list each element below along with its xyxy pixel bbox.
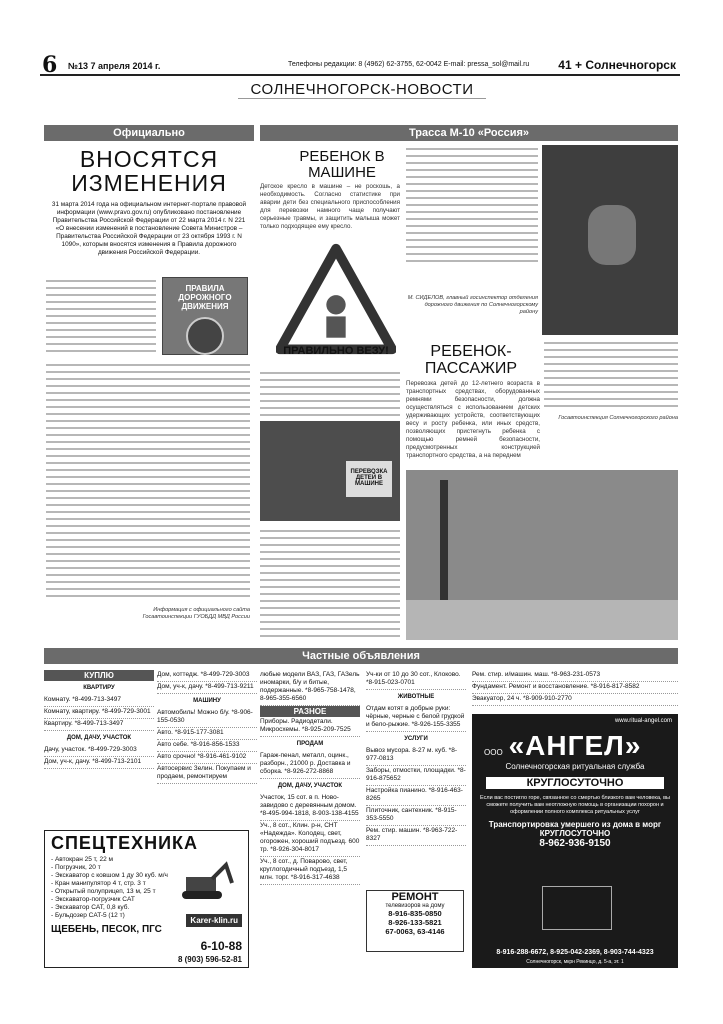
sign-caption: ПРАВИЛЬНО ВЕЗУ! <box>283 345 389 357</box>
article-text-block <box>260 369 400 419</box>
angel-name: «АНГЕЛ» <box>508 730 642 761</box>
article-text-block <box>46 361 250 601</box>
remont-phone: 8-926-133-5821 <box>388 918 442 927</box>
official-article <box>44 125 254 640</box>
article-text-block <box>46 277 156 357</box>
ad-head-buy: КУПЛЮ <box>44 670 154 681</box>
spec-line: - Экскаватор CAT, 0,8 куб. <box>51 904 130 911</box>
newspaper-brand: 41 + Солнечногорск <box>558 58 676 72</box>
official-signature: Информация с официального сайта Госавтоинспекции ГУОБДД МВД России <box>142 607 250 621</box>
traffic-light-icon <box>440 480 448 600</box>
traffic-rules-poster <box>162 277 248 355</box>
official-bar: Официально <box>44 125 254 141</box>
angel-transport: Транспортировка умершего из дома в морг КРУГЛОСУТОЧНО <box>488 820 662 838</box>
remont-sub: телевизоров на дому <box>385 903 445 909</box>
ad-subhead: ЖИВОТНЫЕ <box>397 694 435 700</box>
list-item: Авто себе. *8-916-856-1533 <box>157 740 257 752</box>
ad-subhead: ДОМ, ДАЧУ, УЧАСТОК <box>66 735 132 741</box>
passenger-title: РЕБЕНОК-ПАССАЖИР <box>424 343 518 377</box>
trassa-signature-2: Госавтоинспекция Солнечногорского района <box>558 415 678 421</box>
angel-address: Солнечногорск, мкрн Рекинцо, д. 5-а, эт. 1 <box>526 959 624 965</box>
list-item: Уч-ки от 10 до 30 сот., Клоково. *8-915-023-0701 <box>366 670 466 690</box>
list-item: Гараж-пенал, металл, оцинк., разборн., 21000 р. Доставка и сборка. *8-926-272-8868 <box>260 751 360 779</box>
list-item: Уч., 8 сот., Клин. р-н, СНТ «Надежда». Колодец, свет, огорожен, хороший подъезд. 600 тр. *8-926-304-8017 <box>260 821 360 857</box>
car-seat-icon <box>588 205 636 265</box>
trassa-bar: Трасса М-10 «Россия» <box>260 125 678 141</box>
list-item: Вывоз мусора. 8-27 м. куб. *8-977-0813 <box>366 746 466 766</box>
list-item: Отдам котят в добрые руки: чёрные, черные с белой грудкой и бело-рыжие. *8-926-155-3355 <box>366 704 466 732</box>
ad-subhead: МАШИНУ <box>193 698 221 704</box>
list-item: Рем. стир. и/машин. маш. *8-963-231-0573 <box>472 670 678 682</box>
child-lead: Детское кресло в машине – не роскошь, а необходимость. Согласно статистике при аварии дети без специального приспособления для перевозки намного чаще получают серьезные травмы, и защитить малыша может только подходящее ему кресло. <box>260 183 400 230</box>
remont-phone: 67-0063, 63-4146 <box>385 927 445 936</box>
list-item: Авто срочно! *8-916-461-9102 <box>157 752 257 764</box>
spec-materials: ЩЕБЕНЬ, ПЕСОК, ПГС <box>51 924 162 935</box>
spec-phone-2: 8 (903) 596-52-81 <box>177 955 242 964</box>
list-item: Эвакуатор, 24 ч. *8-909-910-2770 <box>472 694 678 706</box>
emblem-icon <box>186 317 224 355</box>
poster-title: ПРАВИЛА ДОРОЖНОГО ДВИЖЕНИЯ <box>178 284 232 311</box>
spec-line: - Бульдозер CAT-5 (12 т) <box>51 912 125 919</box>
spec-line: - Экскаватор с ковшом 1 ду 30 куб. м/ч <box>51 872 168 879</box>
official-headline: ВНОСЯТСЯ ИЗМЕНЕНИЯ <box>71 146 227 196</box>
ad-subhead: ДОМ, ДАЧУ, УЧАСТОК <box>277 783 343 789</box>
warning-sign-icon <box>276 243 396 355</box>
spec-line: - Автокран 25 т, 22 м <box>51 856 114 863</box>
angel-desc: Если вас постигло горе, связанное со смертью близкого вам человека, вы сможете получить вам неотложную помощь в организации похорон и оформлении полного комплекса ритуальных услуг <box>480 795 670 815</box>
remont-title: РЕМОНТ <box>391 891 439 903</box>
list-item: Комнату, квартиру. *8-499-729-3001 <box>44 707 154 719</box>
passenger-lead: Перевозка детей до 12-летнего возраста в транспортных средствах, оборудованных ремнями безопасности, должна осуществляться с использованием детских удерживающих устройств, соответствующих весу и росту ребенка, или иных средств, позволяющих пристегнуть ребенка с помощью ремней безопасности, предусмотренных конструкцией транспортного средства, а на переднем <box>406 380 540 459</box>
angel-org: ООО <box>484 748 503 757</box>
page-number: 6 <box>42 52 58 78</box>
ads-col-5 <box>472 670 678 706</box>
car-seat-photo <box>542 145 678 335</box>
list-item: Заборы, отмостки, площадки. *8-916-875652 <box>366 766 466 786</box>
child-title: РЕБЕНОК В МАШИНЕ <box>299 148 385 181</box>
section-title: СОЛНЕЧНОГОРСК-НОВОСТИ <box>238 81 486 99</box>
spec-line: - Экскаватор-погрузчик CAT <box>51 896 135 903</box>
ads-col-4 <box>366 670 466 846</box>
ad-subhead: КВАРТИРУ <box>83 685 115 691</box>
ads-col-2 <box>157 670 257 784</box>
list-item: Фундамент. Ремонт и восстановление. *8-916-817-8582 <box>472 682 678 694</box>
angel-phone: 8-962-936-9150 <box>539 838 611 849</box>
ad-head-misc: РАЗНОЕ <box>260 706 360 717</box>
angel-round: КРУГЛОСУТОЧНО <box>486 777 664 789</box>
child-photo <box>260 421 400 521</box>
list-item: Уч., 8 сот., д. Поварово, свет, круглогодичный подъезд, 1,5 млн. торг. *8-916-317-4638 <box>260 857 360 885</box>
article-text-block <box>544 339 678 409</box>
list-item: Дом, уч-к, дачу. *8-499-713-2101 <box>44 757 154 769</box>
angel-site[interactable]: www.ritual-angel.com <box>614 718 672 724</box>
list-item: Квартиру. *8-499-713-3497 <box>44 719 154 731</box>
list-item: Приборы. Радиодетали. Микросхемы. *8-925-209-7525 <box>260 717 360 737</box>
excavator-icon <box>172 859 236 903</box>
trassa-article <box>260 125 678 640</box>
road-photo <box>406 470 678 640</box>
list-item: Авто. *8-915-177-3081 <box>157 728 257 740</box>
list-item: Автосервис Зелин. Покупаем и продаем, ремонтируем <box>157 764 257 784</box>
page-header <box>40 54 680 76</box>
tv-repair-ad <box>366 890 464 952</box>
list-item: Настройка пианино. *8-916-463-8265 <box>366 786 466 806</box>
remont-phone: 8-916-835-0850 <box>388 909 442 918</box>
angel-phones: 8-916-288-6672, 8-925-042-2369, 8-903-744-4323 <box>496 949 654 956</box>
ads-bar: Частные объявления <box>44 648 678 664</box>
list-item: Дом, уч-к, дачу. *8-499-713-9211 <box>157 682 257 694</box>
ad-subhead: УСЛУГИ <box>404 736 428 742</box>
map-icon <box>542 886 612 930</box>
list-item: любые модели ВАЗ, ГАЗ, ГАЗель иномарки, б/у и битые, подержанные. *8-965-758-1478, 8-965-355-6560 <box>260 670 360 706</box>
issue-date: №13 7 апреля 2014 г. <box>68 61 161 71</box>
list-item: Участок, 15 сот. в п. Ново-завидово с деревянным домом. *8-495-994-1818, 8-903-138-4155 <box>260 793 360 821</box>
spec-line: - Открытый полуприцеп, 13 м, 25 т <box>51 888 156 895</box>
article-text-block <box>260 527 400 637</box>
spec-site[interactable]: Karer-klin.ru <box>186 914 242 927</box>
angel-funeral-ad <box>472 714 678 968</box>
angel-sub: Солнечногорская ритуальная служба <box>505 762 645 771</box>
ads-col-buy <box>44 670 154 769</box>
spec-line: - Кран манипулятор 4 т, стр. 3 т <box>51 880 146 887</box>
list-item: Плиточник, сантехник. *8-915-353-5550 <box>366 806 466 826</box>
spec-line: - Погрузчик, 20 т <box>51 864 101 871</box>
spectechnika-ad <box>44 830 249 968</box>
list-item: Автомобиль! Можно б/у. *8-906-155-0530 <box>157 708 257 728</box>
ads-col-3 <box>260 670 360 885</box>
official-lead: 31 марта 2014 года на официальном интернет-портале правовой информации (www.pravo.gov.ru) опубликовано постановление Правительства Российской Федерации от 22 марта 2014 г. N 221 «О внесении изменений в постановление Совета Министров – Правительства Российской Федерации от 23 октября 1993 г. N 1090», которым вносятся изменения в Правила дорожного движения Российской Федерации. <box>51 201 247 256</box>
ad-subhead: ПРОДАМ <box>296 741 324 747</box>
list-item: Комнату. *8-499-713-3497 <box>44 695 154 707</box>
article-text-block <box>406 145 538 265</box>
spec-title: СПЕЦТЕХНИКА <box>51 833 199 853</box>
list-item: Дачу, участок. *8-499-729-3003 <box>44 745 154 757</box>
list-item: Дом, коттедж. *8-499-729-3003 <box>157 670 257 682</box>
list-item: Рем. стир. машин. *8-963-722-8327 <box>366 826 466 846</box>
trassa-signature: М. СИДЕЛОВ, главный госинспектор отделения дорожного движения по Солнечногорскому району <box>407 295 538 316</box>
editorial-contacts: Телефоны редакции: 8 (4962) 62-3755, 62-0042 E-mail: pressa_sol@mail.ru <box>288 61 530 68</box>
spec-phone: 6-10-88 <box>200 939 242 953</box>
photo-sign: ПЕРЕВОЗКА ДЕТЕЙ В МАШИНЕ <box>346 461 392 497</box>
